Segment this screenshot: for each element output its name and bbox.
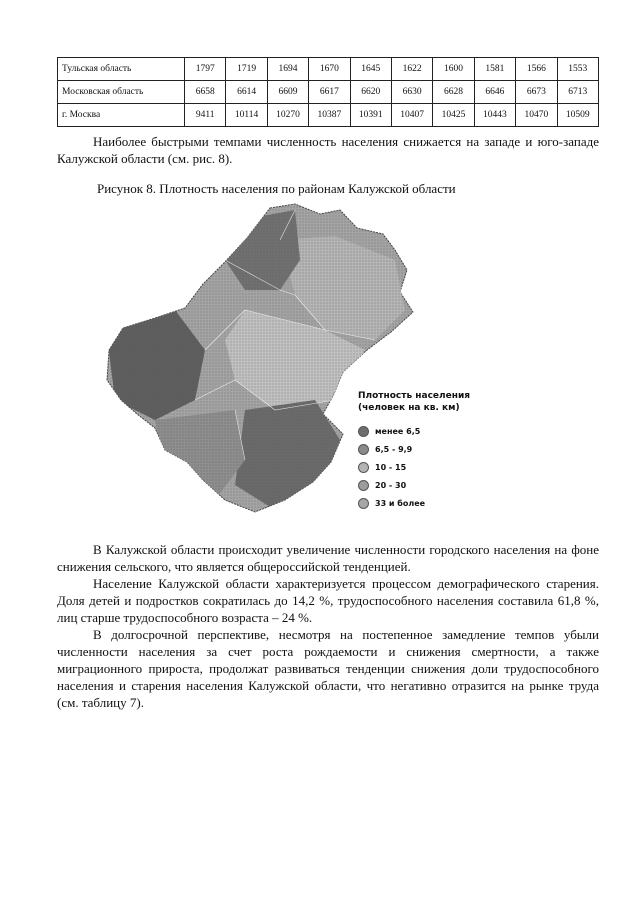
table-cell-value: 1581 <box>474 58 515 81</box>
legend-swatch <box>358 498 369 509</box>
paragraph-population-decline <box>57 133 599 167</box>
table-cell-value: 6614 <box>226 81 267 104</box>
figure-caption: Рисунок 8. Плотность населения по районам Калужской области <box>97 181 456 196</box>
table-cell-value: 6617 <box>309 81 350 104</box>
legend-label: 10 - 15 <box>375 462 407 472</box>
map-legend <box>358 390 498 510</box>
table-cell-value: 10407 <box>391 104 432 127</box>
table-cell-value: 1600 <box>433 58 474 81</box>
table-cell-value: 6658 <box>185 81 226 104</box>
table-cell-value: 10509 <box>557 104 598 127</box>
legend-label: 33 и более <box>375 498 426 508</box>
legend-swatch <box>358 480 369 491</box>
paragraph-outlook-text: В долгосрочной перспективе, несмотря на постепенное замедление темпов убыли численности населения за счет роста рождаемости и снижения смертности, а также миграционного прироста, продолжат развиваться тенденции снижения доли трудоспособного населения и старения населения Калужской области, что негативно отразится на рынке труда (см. таблицу 7). <box>57 627 599 710</box>
legend-item <box>358 496 498 510</box>
legend-label: 6,5 - 9,9 <box>375 444 413 454</box>
table-cell-value: 6713 <box>557 81 598 104</box>
table-cell-value: 1670 <box>309 58 350 81</box>
legend-label: менее 6,5 <box>375 426 421 436</box>
table-cell-value: 1645 <box>350 58 391 81</box>
paragraph-population-decline-text: Наиболее быстрыми темпами численность населения снижается на западе и юго-западе Калужской области (см. рис. 8). <box>57 134 599 166</box>
table-cell-value: 10470 <box>516 104 557 127</box>
table-cell-value: 10443 <box>474 104 515 127</box>
legend-label: 20 - 30 <box>375 480 407 490</box>
table-cell-value: 1694 <box>267 58 308 81</box>
table-row <box>58 58 599 81</box>
table-cell-value: 6628 <box>433 81 474 104</box>
legend-item <box>358 424 498 438</box>
paragraph-aging <box>57 575 599 626</box>
table-cell-value: 1553 <box>557 58 598 81</box>
table-cell-region: Московская область <box>58 81 185 104</box>
population-table <box>57 57 599 127</box>
table-cell-value: 10387 <box>309 104 350 127</box>
table-row <box>58 104 599 127</box>
legend-item <box>358 460 498 474</box>
legend-item <box>358 478 498 492</box>
paragraph-urban-growth <box>57 541 599 575</box>
legend-swatch <box>358 426 369 437</box>
legend-title-line1: Плотность населения <box>358 391 471 401</box>
table-cell-value: 6673 <box>516 81 557 104</box>
table-cell-value: 9411 <box>185 104 226 127</box>
table-cell-value: 6646 <box>474 81 515 104</box>
table-cell-region: Тульская область <box>58 58 185 81</box>
table-cell-value: 6620 <box>350 81 391 104</box>
population-table-body <box>58 58 599 127</box>
table-cell-value: 10391 <box>350 104 391 127</box>
table-cell-value: 1622 <box>391 58 432 81</box>
table-cell-region: г. Москва <box>58 104 185 127</box>
table-cell-value: 1719 <box>226 58 267 81</box>
table-cell-value: 1566 <box>516 58 557 81</box>
table-cell-value: 1797 <box>185 58 226 81</box>
paragraph-aging-text: Население Калужской области характеризуется процессом демографического старения. Доля детей и подростков сократилась до 14,2 %, трудоспособного населения составила 61,8 %, лиц старше трудоспособного возраста – 24 %. <box>57 576 599 625</box>
table-cell-value: 6609 <box>267 81 308 104</box>
paragraph-outlook <box>57 626 599 711</box>
legend-items <box>358 424 498 510</box>
table-cell-value: 10114 <box>226 104 267 127</box>
table-cell-value: 10425 <box>433 104 474 127</box>
legend-swatch <box>358 462 369 473</box>
legend-item <box>358 442 498 456</box>
table-cell-value: 10270 <box>267 104 308 127</box>
table-cell-value: 6630 <box>391 81 432 104</box>
table-row <box>58 81 599 104</box>
legend-title-line2: (человек на кв. км) <box>358 403 460 413</box>
legend-swatch <box>358 444 369 455</box>
paragraph-urban-growth-text: В Калужской области происходит увеличение численности городского населения на фоне снижения сельского, что является общероссийской тенденцией. <box>57 542 599 574</box>
density-map <box>95 200 471 520</box>
